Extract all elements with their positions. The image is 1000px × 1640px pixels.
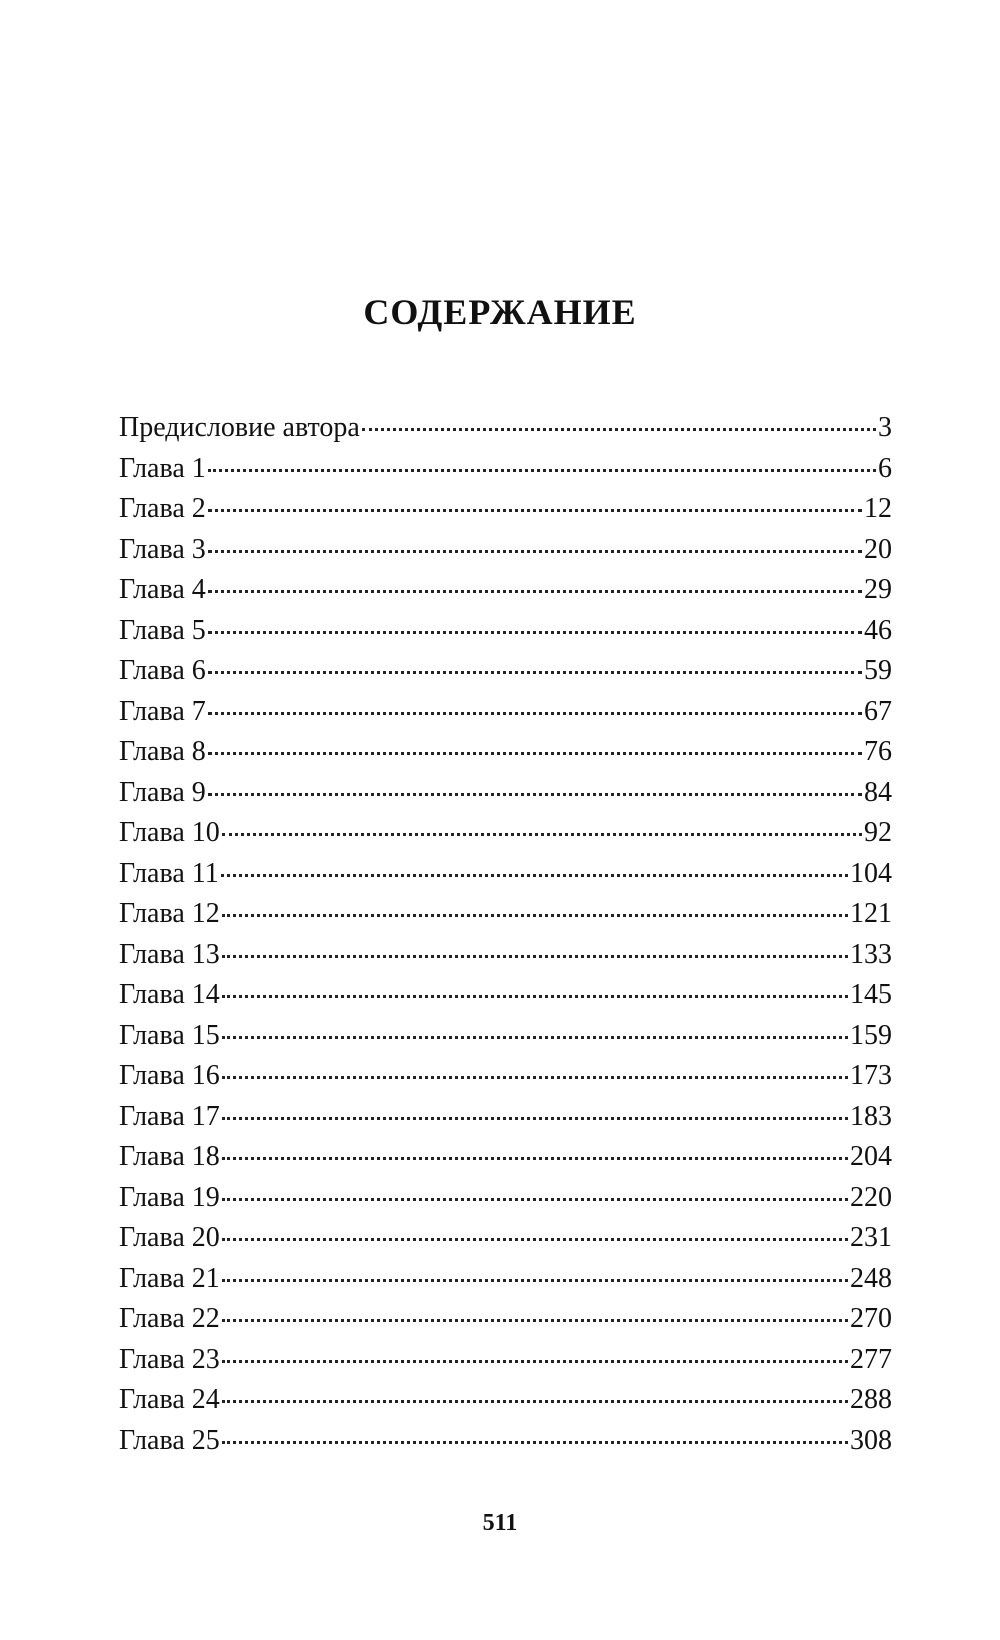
dot-leader: [208, 611, 862, 639]
toc-entry-label: Глава 11: [119, 857, 219, 889]
toc-entry: [119, 1016, 892, 1057]
toc-entry-label: Глава 16: [119, 1060, 220, 1091]
toc-entry-label: Глава 19: [119, 1181, 220, 1213]
toc-entry-label: Глава 22: [119, 1303, 220, 1334]
dot-leader: [208, 773, 862, 801]
dot-leader: [222, 1340, 848, 1368]
toc-entry: [119, 570, 892, 611]
toc-entry-page: 92: [864, 817, 892, 848]
toc-entry-page: 3: [878, 412, 892, 443]
toc-entry-page: 308: [850, 1424, 892, 1456]
toc-entry-page: 173: [850, 1060, 892, 1091]
toc-entry-label: Глава 13: [119, 938, 220, 970]
toc-entry-label: Глава 25: [119, 1424, 220, 1456]
toc-entry: [119, 651, 892, 692]
toc-entry: [119, 1380, 892, 1421]
toc-entry-page: 248: [850, 1262, 892, 1294]
toc-entry-page: 121: [850, 898, 892, 929]
toc-entry-page: 46: [864, 614, 892, 646]
dot-leader: [222, 1218, 848, 1246]
toc-entry: [119, 732, 892, 773]
toc-entry-label: Глава 1: [119, 452, 206, 484]
toc-entry-label: Глава 21: [119, 1262, 220, 1294]
toc-entry: [119, 449, 892, 490]
toc-entry: [119, 692, 892, 733]
dot-leader: [208, 530, 862, 558]
toc-entry: [119, 854, 892, 895]
toc-entry-label: Глава 4: [119, 574, 206, 605]
dot-leader: [222, 1178, 848, 1206]
toc-entry-label: Глава 9: [119, 776, 206, 808]
toc-entry-label: Глава 12: [119, 898, 220, 929]
toc-entry-page: 159: [850, 1019, 892, 1051]
dot-leader: [222, 1056, 848, 1084]
dot-leader: [222, 1097, 848, 1125]
toc-entry: [119, 1178, 892, 1219]
toc-entry: [119, 773, 892, 814]
toc-entry-page: 133: [850, 938, 892, 970]
toc-entry-label: Глава 23: [119, 1343, 220, 1375]
toc-entry-page: 67: [864, 695, 892, 727]
toc-entry-page: 288: [850, 1384, 892, 1415]
toc-entry-label: Глава 24: [119, 1384, 220, 1415]
toc-entry-page: 76: [864, 736, 892, 767]
toc-entry-page: 59: [864, 655, 892, 686]
toc-entry: [119, 1056, 892, 1097]
dot-leader: [222, 1380, 848, 1408]
dot-leader: [222, 1259, 848, 1287]
toc-entry-label: Глава 5: [119, 614, 206, 646]
toc-entry: [119, 975, 892, 1016]
dot-leader: [221, 854, 848, 882]
toc-entry-page: 6: [878, 452, 892, 484]
toc-entry-page: 29: [864, 574, 892, 605]
toc-entry-page: 84: [864, 776, 892, 808]
toc-entry: [119, 530, 892, 571]
dot-leader: [222, 1299, 848, 1327]
dot-leader: [208, 651, 862, 679]
toc-entry-label: Глава 14: [119, 979, 220, 1010]
page-title: СОДЕРЖАНИЕ: [363, 292, 637, 332]
toc-entry-label: Глава 2: [119, 493, 206, 524]
toc-entry-label: Глава 15: [119, 1019, 220, 1051]
toc-entry-label: Глава 18: [119, 1141, 220, 1172]
toc-entry-page: 270: [850, 1303, 892, 1334]
toc-entry-label: Глава 20: [119, 1222, 220, 1253]
toc-entry-page: 204: [850, 1141, 892, 1172]
toc-entry-page: 183: [850, 1100, 892, 1132]
toc-entry-label: Глава 3: [119, 533, 206, 565]
toc-entry: [119, 408, 892, 449]
dot-leader: [222, 813, 862, 841]
toc-entry-page: 277: [850, 1343, 892, 1375]
toc-entry: [119, 935, 892, 976]
toc-entry-label: Глава 6: [119, 655, 206, 686]
toc-entry-label: Глава 17: [119, 1100, 220, 1132]
dot-leader: [222, 1016, 848, 1044]
toc-entry-label: Предисловие автора: [119, 412, 360, 443]
dot-leader: [222, 975, 848, 1003]
toc-entry: [119, 1218, 892, 1259]
toc-entry: [119, 894, 892, 935]
toc-entry-page: 220: [850, 1181, 892, 1213]
dot-leader: [208, 489, 862, 517]
dot-leader: [222, 1421, 848, 1449]
toc-entry: [119, 813, 892, 854]
page-number: 511: [482, 1510, 518, 1536]
toc-entry: [119, 1137, 892, 1178]
toc-entry-label: Глава 10: [119, 817, 220, 848]
table-of-contents: [119, 408, 892, 1461]
toc-entry: [119, 1340, 892, 1381]
toc-entry: [119, 489, 892, 530]
dot-leader: [208, 570, 862, 598]
toc-entry: [119, 1299, 892, 1340]
dot-leader: [208, 692, 862, 720]
dot-leader: [208, 449, 876, 477]
toc-entry: [119, 611, 892, 652]
toc-entry-page: 20: [864, 533, 892, 565]
toc-entry-label: Глава 8: [119, 736, 206, 767]
toc-entry: [119, 1259, 892, 1300]
toc-entry-page: 145: [850, 979, 892, 1010]
dot-leader: [362, 408, 876, 436]
dot-leader: [222, 935, 848, 963]
toc-entry: [119, 1097, 892, 1138]
toc-entry-page: 104: [850, 857, 892, 889]
toc-entry: [119, 1421, 892, 1462]
dot-leader: [222, 894, 848, 922]
toc-entry-label: Глава 7: [119, 695, 206, 727]
dot-leader: [222, 1137, 848, 1165]
toc-entry-page: 12: [864, 493, 892, 524]
dot-leader: [208, 732, 862, 760]
toc-entry-page: 231: [850, 1222, 892, 1253]
